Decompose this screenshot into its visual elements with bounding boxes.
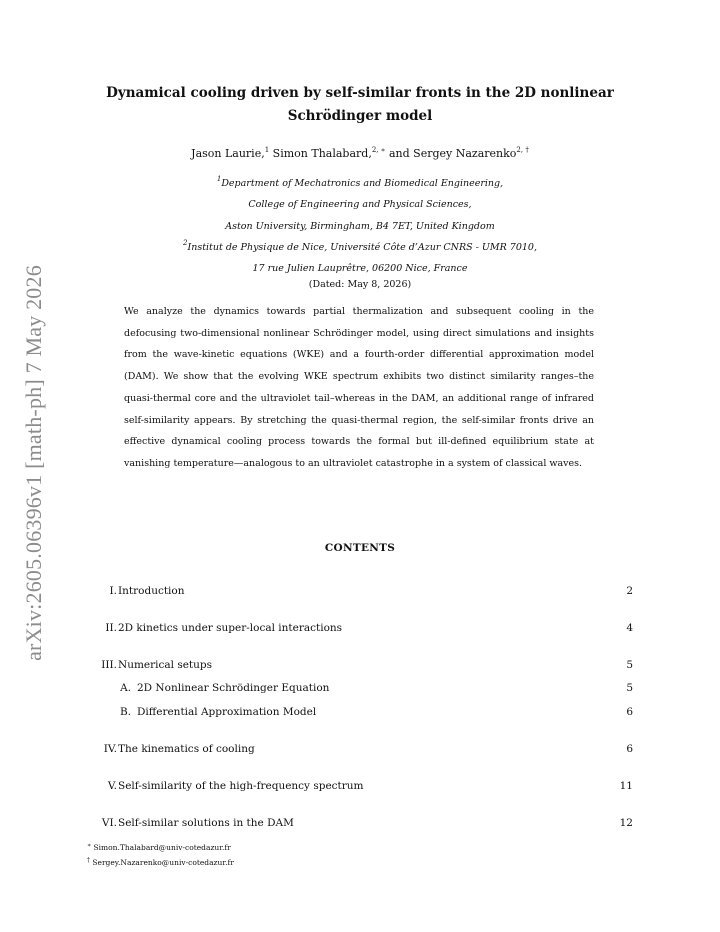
- affiliation-line: $^1$Department of Mechatronics and Biomedical Engineering,: [216, 175, 504, 189]
- author-name: and Sergey Nazarenko: [388, 147, 517, 160]
- toc-number: II.: [105, 622, 117, 634]
- toc-title: Numerical setups: [118, 659, 213, 671]
- toc-number: B.: [119, 706, 131, 718]
- toc-title: 2D Nonlinear Schrödinger Equation: [137, 682, 330, 694]
- toc-entry-self-similarity-spectrum[interactable]: [85, 778, 633, 794]
- toc-entry-2d-nls-equation[interactable]: [85, 680, 633, 696]
- abstract: We analyze the dynamics towards partial thermalization and subsequent cooling in the defocusing two-dimensional nonlinear Schrödinger model, using direct simulations and insights from the wave-kinetic equations (WKE) and a fourth-order differential approximation model (DAM). We show that the evolving WKE spectrum exhibits two distinct similarity ranges–the quasi-thermal core and the ultraviolet tail–whereas in the DAM, an additional range of infrared self-similarity appears. By stretching the quasi-thermal region, the self-similar fronts drive an effective dynamical cooling process towards the formal but ill-defined equilibrium state at vanishing temperature—analogous to an ultraviolet catastrophe in a system of classical waves.: [124, 306, 594, 469]
- author-affiliation-mark: 2, ∗: [371, 146, 386, 154]
- affiliation-line: 17 rue Julien Lauprêtre, 06200 Nice, France: [252, 263, 468, 275]
- title-line-2: Schrödinger model: [287, 108, 433, 124]
- toc-number: A.: [120, 682, 131, 694]
- toc-entry-numerical-setups[interactable]: [85, 657, 633, 673]
- footnote-mark: †: [87, 857, 90, 864]
- author-affiliation-mark: 2, †: [516, 146, 529, 154]
- toc-title: Self-similarity of the high-frequency spectrum: [118, 780, 364, 792]
- toc-entry-differential-approximation-model[interactable]: [85, 704, 633, 720]
- footnote-text: Sergey.Nazarenko@univ-cotedazur.fr: [92, 858, 234, 867]
- toc-title: Self-similar solutions in the DAM: [118, 817, 294, 829]
- toc-page: 11: [619, 780, 633, 792]
- toc-number: VI.: [101, 817, 117, 829]
- arxiv-identifier-stamp: arXiv:2605.06396v1 [math-ph] 7 May 2026: [21, 265, 46, 661]
- dated-line: (Dated: May 8, 2026): [308, 279, 412, 290]
- author-name: Simon Thalabard,: [272, 147, 372, 160]
- affiliation-line: College of Engineering and Physical Sciences,: [248, 199, 472, 211]
- toc-title: Differential Approximation Model: [137, 706, 317, 718]
- footnotes: [87, 840, 234, 870]
- toc-entry-kinematics-of-cooling[interactable]: [85, 741, 633, 757]
- toc-page: 4: [626, 622, 633, 634]
- footnote-email: [87, 855, 234, 870]
- toc-number: III.: [101, 659, 117, 671]
- toc-title: 2D kinetics under super-local interactions: [118, 622, 343, 634]
- toc-page: 6: [626, 743, 633, 755]
- footnote-text: Simon.Thalabard@univ-cotedazur.fr: [93, 843, 231, 852]
- toc-number: V.: [107, 780, 117, 792]
- toc-entry-introduction[interactable]: [85, 583, 633, 599]
- affiliation-line: Aston University, Birmingham, B4 7ET, United Kingdom: [225, 220, 495, 232]
- author-name: Jason Laurie,: [191, 147, 265, 160]
- affiliation-mark: 1: [216, 175, 222, 183]
- footnote-email: [87, 840, 234, 855]
- toc-page: 2: [626, 585, 633, 597]
- affiliation-mark: 2: [182, 238, 188, 247]
- toc-page: 5: [626, 682, 633, 694]
- toc-entry-self-similar-solutions-dam[interactable]: [85, 815, 633, 831]
- toc-title: Introduction: [118, 585, 185, 597]
- toc-number: I.: [109, 585, 117, 597]
- toc-page: 5: [626, 659, 633, 671]
- footnote-mark: ∗: [87, 842, 92, 849]
- toc-page: 12: [619, 817, 633, 829]
- toc-page: 6: [626, 706, 633, 718]
- contents-heading: CONTENTS: [324, 542, 396, 554]
- toc-title: The kinematics of cooling: [118, 743, 255, 755]
- title-line-1: Dynamical cooling driven by self-similar fronts in the 2D nonlinear: [106, 85, 614, 101]
- toc-number: IV.: [103, 743, 117, 755]
- affiliation-line: $^2$Institut de Physique de Nice, Université Côte d’Azur CNRS - UMR 7010,: [182, 238, 537, 253]
- toc-entry-2d-kinetics[interactable]: [85, 620, 633, 636]
- paper-title: [90, 82, 630, 128]
- affiliations: [90, 173, 630, 279]
- author-list: [90, 147, 630, 160]
- author-affiliation-mark: 1: [264, 146, 270, 154]
